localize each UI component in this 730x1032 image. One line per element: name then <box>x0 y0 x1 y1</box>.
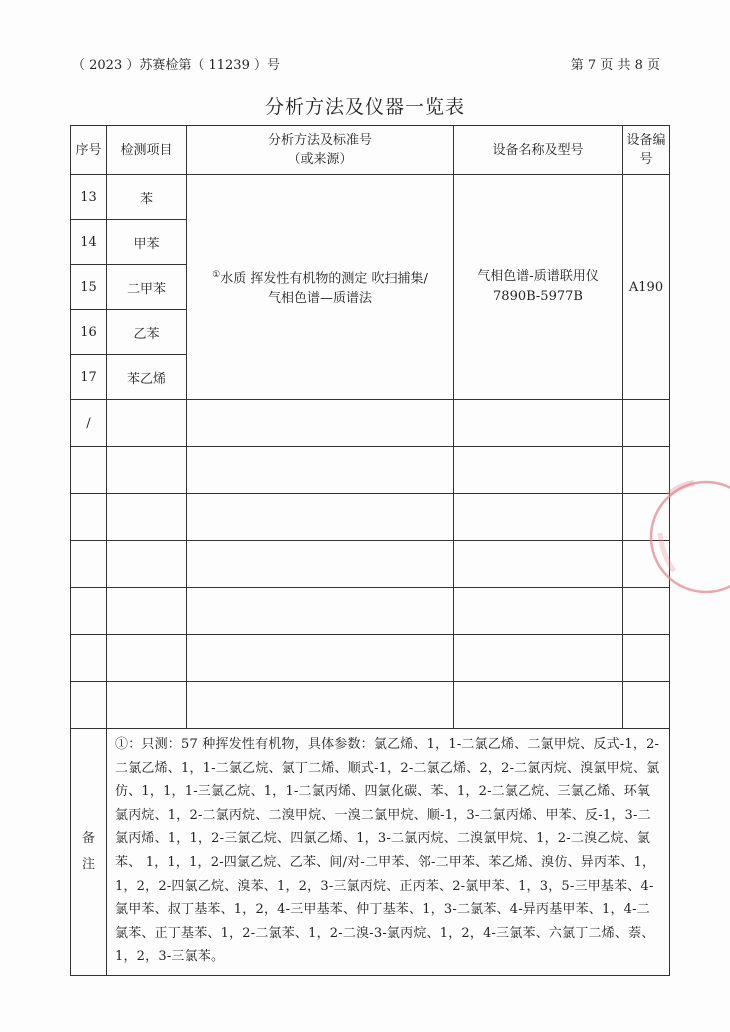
table-row <box>71 175 670 220</box>
row-seq: 15 <box>71 265 107 310</box>
row-seq: 16 <box>71 310 107 355</box>
row-seq: 13 <box>71 175 107 220</box>
row-seq: 17 <box>71 355 107 400</box>
empty-row <box>71 682 670 729</box>
page-title: 分析方法及仪器一览表 <box>264 96 465 118</box>
slash-cell: / <box>71 400 107 447</box>
notes-label: 备 注 <box>71 729 107 976</box>
equip-no-cell: A190 <box>623 175 670 400</box>
notes-text: ①：只测：57 种挥发性有机物，具体参数：氯乙烯、1，1-二氯乙烯、二氯甲烷、反式-1，2-二氯乙烯、1，1-二氯乙烷、氯丁二烯、顺式-1，2-二氯乙烯、2，2-二氯丙烷、溴氯甲烷、氯仿、1，1，1-三氯乙烷、1，1-二氯丙烯、四氯化碳、苯、1，2-二氯乙烷、三氯乙烯、环氧氯丙烷、1，2-二氯丙烷、二溴甲烷、一溴二氯甲烷、顺-1，3-二氯丙烯、甲苯、反-1，3-二氯丙烯、1，1，2-三氯乙烷、四氯乙烯、1，3-二氯丙烷、二溴氯甲烷、1，2-二溴乙烷、氯苯、 1，1，1，2-四氯乙烷、乙苯、间/对-二甲苯、邻-二甲苯、苯乙烯、溴仿、异丙苯、1，1，2，2-四氯乙烷、溴苯、1，2，3-三氯丙烷、正丙苯、2-氯甲苯、1，3，5-三甲基苯、4-氯甲苯、叔丁基苯、1，2，4-三甲基苯、仲丁基苯、1，3-二氯苯、4-异丙基甲苯、1，4-二氯苯、正丁基苯、1，2-二氯苯、1，2-二溴-3-氯丙烷、1，2，4-三氯苯、六氯丁二烯、萘、1，2，3-三氯苯。 <box>107 729 670 976</box>
empty-row <box>71 494 670 541</box>
notes-row <box>71 729 670 976</box>
empty-row <box>71 541 670 588</box>
row-item: 苯 <box>107 175 187 220</box>
slash-row <box>71 400 670 447</box>
row-item: 二甲苯 <box>107 265 187 310</box>
equipment-cell: 气相色谱-质谱联用仪 7890B-5977B <box>454 175 623 400</box>
empty-row <box>71 588 670 635</box>
header-item: 检测项目 <box>107 126 187 175</box>
row-item: 苯乙烯 <box>107 355 187 400</box>
header-equipment: 设备名称及型号 <box>454 126 623 175</box>
table-header-row <box>71 126 670 175</box>
method-cell: ①水质 挥发性有机物的测定 吹扫捕集/ 气相色谱—质谱法 <box>187 175 454 400</box>
report-number: （ 2023 ）苏赛检第（ 11239 ）号 <box>72 58 280 73</box>
header-equip-no: 设备编号 <box>623 126 670 175</box>
empty-row <box>71 635 670 682</box>
row-item: 乙苯 <box>107 310 187 355</box>
row-item: 甲苯 <box>107 220 187 265</box>
header-method: 分析方法及标准号 （或来源） <box>187 126 454 175</box>
empty-row <box>71 447 670 494</box>
header-seq: 序号 <box>71 126 107 175</box>
methods-table <box>70 125 670 976</box>
row-seq: 14 <box>71 220 107 265</box>
page-info: 第 7 页 共 8 页 <box>570 58 660 73</box>
